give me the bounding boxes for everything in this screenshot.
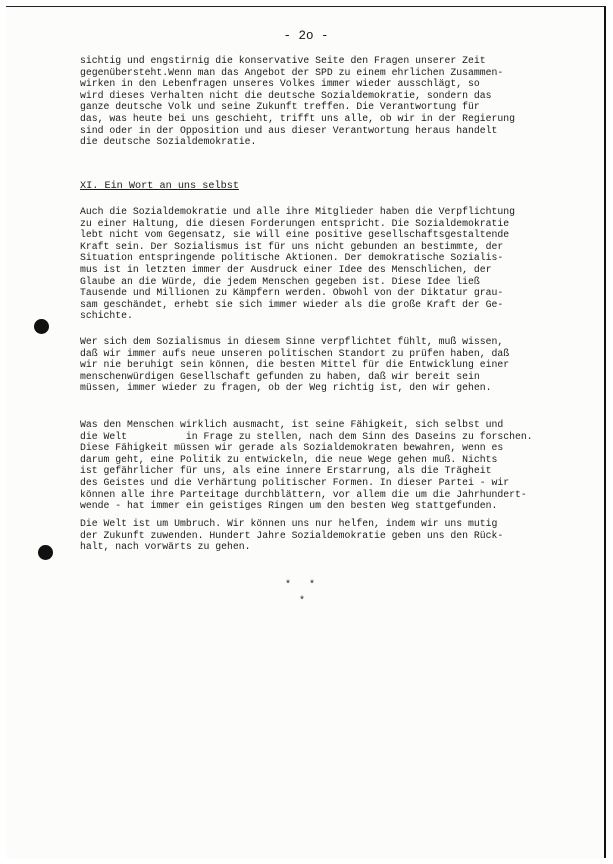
text-line: mus ist in letzten immer der Ausdruck einer Idee des Menschlichen, der [80,263,492,275]
text-line: sam geschändet, erhebt sie sich immer wieder als die große Kraft der Ge- [80,298,504,310]
text-line: ist gefährlicher für uns, als eine innere Erstarrung, als die Trägheit [80,465,492,477]
text-line: zu einer Haltung, die diesen Forderungen entspricht. Die Sozialdemokratie [80,217,510,229]
page-number: - 2o - [283,29,329,43]
paragraph-2 [80,206,560,322]
text-line: Diese Fähigkeit müssen wir gerade als Sozialdemokraten bewahren, wenn es [80,442,504,454]
text-line: das, was heute bei uns geschieht, trifft uns alle, ob wir in der Regierung [80,112,516,124]
text-line: Wer sich dem Sozialismus in diesem Sinne verpflichtet fühlt, muß wissen, [80,336,504,347]
text-line: gegenübersteht.Wenn man das Angebot der SPD zu einem ehrlichen Zusammen- [80,66,504,78]
text-line: Die Welt ist um Umbruch. Wir können uns nur helfen, indem wir uns mutig [80,518,498,529]
text-line: wir nie beruhigt sein können, die besten Mittel für die Entwicklung einer [80,359,510,371]
text-line: die deutsche Sozialdemokratie. [80,136,257,148]
text-line: menschenwürdigen Gesellschaft gefunden zu haben, daß wir bereit sein [80,370,480,382]
text-line: Glaube an die Würde, die jedem Menschen gegeben ist. Diese Idee ließ [80,275,480,287]
text-line: die Welt in Frage zu stellen, nach dem Sinn des Daseins zu forschen. [80,430,533,442]
text-line: ganze deutsche Volk und seine Zukunft treffen. Die Verantwortung für [80,101,480,113]
paragraph-4 [80,419,560,512]
paragraph-3 [80,336,560,394]
text-line: sichtig und engstirnig die konservative Seite den Fragen unserer Zeit [80,55,486,66]
text-line: Situation entspringende politische Aktionen. Der demokratische Sozialis- [80,252,504,264]
text-line: der Zukunft zuwenden. Hundert Jahre Sozialdemokratie geben uns den Rück- [80,529,504,541]
punch-hole [38,545,53,560]
section-heading: XI. Ein Wort an uns selbst [80,181,239,192]
text-line: des Geistes und die Verhärtung politischer Formen. In dieser Partei - wir [80,476,510,488]
ornament-asterisk-bottom: * [298,596,305,607]
text-line: darum geht, eine Politik zu entwickeln, die neue Wege gehen muß. Nichts [80,453,498,465]
paragraph-1 [80,55,560,148]
text-line: wird dieses Verhalten nicht die deutsche Sozialdemokratie, sondern das [80,89,492,101]
text-line: wende - hat immer ein geistiges Ringen um den besten Weg stattgefunden. [80,500,498,512]
paragraph-5 [80,518,560,553]
punch-hole [34,319,49,334]
text-line: sind oder in der Opposition und aus dieser Verantwortung heraus handelt [80,124,498,136]
text-line: lebt nicht vom Gegensatz, sie will eine positive gesellschaftsgestaltende [80,229,510,241]
text-line: können alle ihre Parteitage durchblättern, vor allem die um die Jahrhundert- [80,488,527,500]
text-line: daß wir immer aufs neue unseren politischen Standort zu prüfen haben, daß [80,347,510,359]
text-line: müssen, immer wieder zu fragen, ob der Weg richtig ist, den wir gehen. [80,382,492,394]
text-line: Auch die Sozialdemokratie und alle ihre Mitglieder haben die Verpflichtung [80,206,516,217]
text-line: Tausende und Millionen zu Kämpfern werden. Obwohl von der Diktatur grau- [80,287,504,299]
document-page [6,6,606,858]
text-line: Kraft sein. Der Sozialismus ist für uns nicht gebunden an bestimmte, der [80,240,504,252]
ornament-asterisks-top: * * [284,580,315,591]
text-line: wirken in den Lebenfragen unseres Volkes immer wieder ausschlägt, so [80,78,480,90]
text-line: halt, nach vorwärts zu gehen. [80,541,251,553]
text-line: Was den Menschen wirklich ausmacht, ist seine Fähigkeit, sich selbst und [80,419,504,430]
text-line: schichte. [80,310,133,322]
